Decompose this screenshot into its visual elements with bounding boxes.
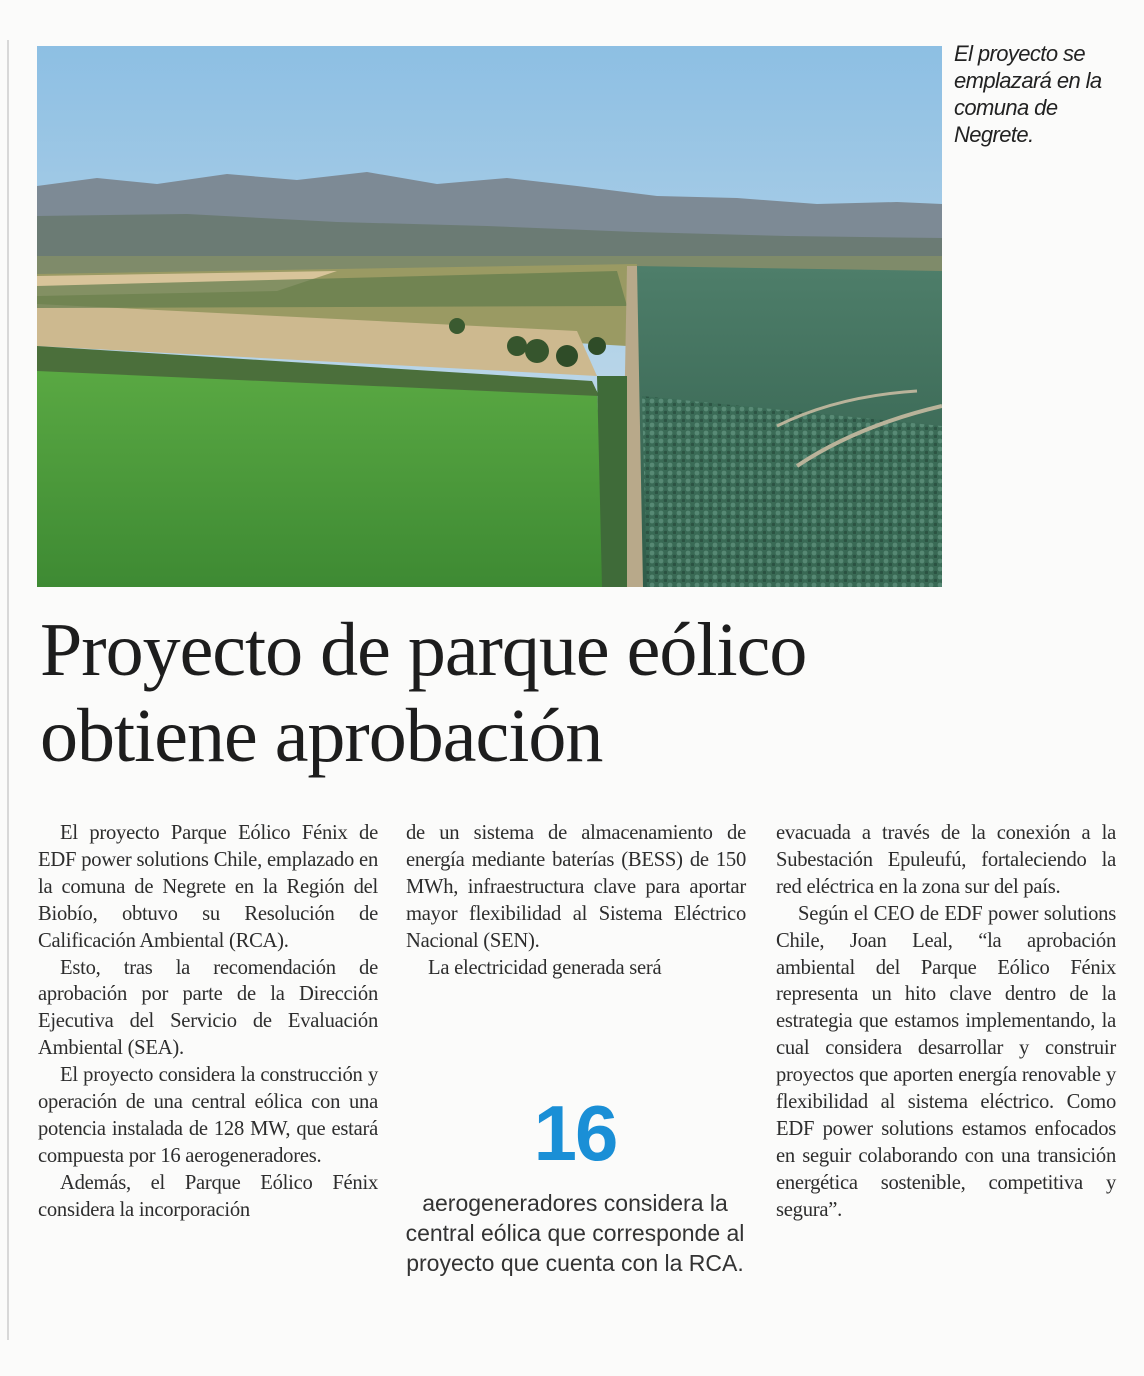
stat-number: 16: [533, 1089, 617, 1177]
article-column-2: [406, 820, 746, 981]
highlight-stat: [400, 1088, 750, 1278]
photo-caption: El proyecto se emplazará en la comuna de Negrete.: [954, 41, 1102, 147]
headline: [40, 607, 1120, 779]
page-edge-line: [7, 40, 9, 1340]
paragraph: Según el CEO de EDF power solutions Chile, Joan Leal, “la aprobación ambiental del Parque Eólico Fénix representa un hito clave dentro de la estrategia que estamos implementando, la cual considera desarrollar y construir proyectos que aporten energía renovable y flexibilidad al sistema eléctrico. Como EDF power solutions estamos enfocados en seguir colaborando con una transición energética sostenible, competitiva y segura”.: [776, 902, 1116, 1221]
article-column-3: [776, 820, 1116, 1224]
paragraph-continued: evacuada a través de la conexión a la Subestación Epuleufú, fortaleciendo la red eléctrica en la zona sur del país.: [776, 822, 1116, 898]
article-column-1: [38, 820, 378, 1224]
article-photo: [37, 46, 942, 587]
paragraph-continued: de un sistema de almacenamiento de energía mediante baterías (BESS) de 150 MWh, infraestructura clave para aportar mayor flexibilidad al Sistema Eléctrico Nacional (SEN).: [406, 822, 746, 952]
paragraph: La electricidad generada será: [428, 956, 662, 979]
paragraph: Además, el Parque Eólico Fénix considera la incorporación: [38, 1171, 378, 1221]
paragraph: El proyecto considera la construcción y operación de una central eólica con una potencia instalada de 128 MW, que estará compuesta por 16 aerogeneradores.: [38, 1064, 378, 1167]
headline-line-2: obtiene aprobación: [40, 694, 603, 778]
stat-description: aerogeneradores considera la central eólica que corresponde al proyecto que cuenta con la RCA.: [405, 1190, 745, 1276]
paragraph: El proyecto Parque Eólico Fénix de EDF power solutions Chile, emplazado en la comuna de Negrete en la Región del Biobío, obtuvo su Resolución de Calificación Ambiental (RCA).: [38, 822, 378, 952]
headline-line-1: Proyecto de parque eólico: [40, 608, 807, 692]
paragraph: Esto, tras la recomendación de aprobación por parte de la Dirección Ejecutiva del Servicio de Evaluación Ambiental (SEA).: [38, 956, 378, 1060]
